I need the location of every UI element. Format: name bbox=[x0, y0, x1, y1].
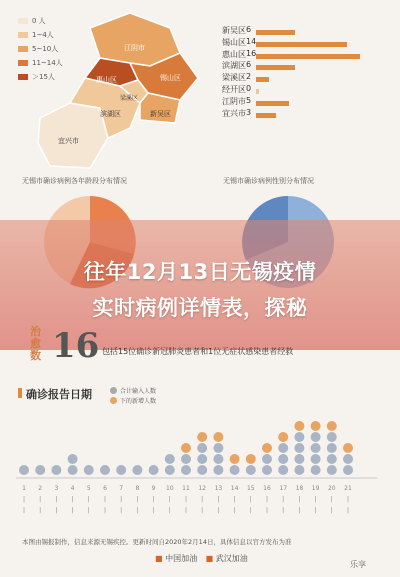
case-dot bbox=[149, 465, 159, 475]
legend-swatch bbox=[18, 32, 28, 38]
case-dot bbox=[181, 465, 191, 475]
daily-legend-item bbox=[110, 396, 156, 405]
legend-dot bbox=[110, 387, 117, 394]
wuxi-map bbox=[30, 8, 205, 170]
x-tick-mark: | bbox=[152, 496, 155, 503]
case-dot bbox=[278, 432, 288, 442]
x-tick-mark: | bbox=[217, 507, 220, 514]
district-label: 锡山区 bbox=[160, 74, 181, 82]
x-tick-mark: | bbox=[330, 496, 333, 503]
case-dot bbox=[68, 454, 78, 464]
x-tick-label: 11 bbox=[182, 485, 190, 492]
case-dot bbox=[84, 465, 94, 475]
district-label: 江阴市 bbox=[124, 44, 145, 52]
bar bbox=[256, 113, 276, 118]
case-dot bbox=[311, 454, 321, 464]
x-tick-mark: | bbox=[55, 507, 58, 514]
bar bbox=[256, 101, 289, 106]
bar-category-label: 新吴区 bbox=[222, 26, 246, 35]
x-tick-label: 18 bbox=[295, 485, 304, 492]
x-tick-mark: | bbox=[120, 507, 123, 514]
bar-value-label: 0 bbox=[246, 84, 252, 93]
x-tick-label: 3 bbox=[54, 485, 59, 492]
district-label: 滨湖区 bbox=[100, 110, 121, 118]
x-tick-label: 8 bbox=[135, 485, 140, 492]
x-tick-label: 10 bbox=[165, 485, 174, 492]
x-tick-mark: | bbox=[233, 507, 236, 514]
x-tick-mark: | bbox=[233, 496, 236, 503]
case-dot bbox=[262, 454, 272, 464]
case-dot bbox=[327, 421, 337, 431]
x-tick-mark: | bbox=[103, 507, 107, 514]
case-dot bbox=[343, 454, 353, 464]
bar-category-label: 江阴市 bbox=[222, 96, 246, 106]
region-yixing bbox=[38, 103, 108, 168]
case-dot bbox=[100, 465, 110, 475]
x-tick-mark: | bbox=[120, 496, 123, 503]
case-dot bbox=[327, 443, 337, 453]
legend-label: 5~10人 bbox=[32, 45, 59, 53]
bar-value-label: 6 bbox=[246, 25, 252, 34]
slogan-a: 中国加油 bbox=[165, 554, 198, 563]
x-tick-mark: | bbox=[346, 496, 350, 503]
case-dot bbox=[51, 465, 61, 475]
legend-swatch bbox=[18, 74, 28, 80]
case-dot bbox=[311, 465, 321, 475]
summary-text: 包括15位确诊新冠肺炎患者和1位无症状感染患者经救 bbox=[102, 347, 294, 356]
section-marker bbox=[18, 388, 22, 398]
bar-category-label: 宜兴市 bbox=[222, 108, 246, 118]
daily-legend-item bbox=[110, 386, 156, 395]
footer-slogan bbox=[155, 553, 248, 564]
bar-value-label: 2 bbox=[246, 72, 252, 82]
case-dot bbox=[213, 432, 223, 442]
x-tick-mark: | bbox=[136, 496, 139, 503]
x-tick-mark: | bbox=[103, 496, 107, 503]
case-dot bbox=[181, 443, 191, 453]
case-dot bbox=[327, 454, 337, 464]
bar-category-label: 滨湖区 bbox=[222, 61, 246, 71]
bar bbox=[256, 65, 295, 70]
bar-value-label: 5 bbox=[246, 95, 252, 105]
legend-swatch bbox=[18, 46, 28, 52]
bar-value-label: 6 bbox=[246, 60, 252, 70]
bar bbox=[256, 89, 259, 94]
x-tick-label: 19 bbox=[311, 485, 320, 492]
district-label: 新吴区 bbox=[150, 110, 171, 118]
legend-label: 11~14人 bbox=[32, 59, 63, 67]
case-dot bbox=[230, 465, 240, 475]
footer-source: 本图由锡报制作，信息来源无锡疾控。更新时间自2020年2月14日，具体信息以官方发布为准 bbox=[22, 538, 292, 546]
bar bbox=[256, 42, 347, 47]
case-dot bbox=[343, 465, 353, 475]
case-dot bbox=[294, 454, 304, 464]
bar-category-label: 锡山区 bbox=[222, 37, 246, 47]
district-label: 惠山区 bbox=[96, 76, 117, 84]
x-tick-mark: | bbox=[265, 507, 269, 514]
legend-swatch bbox=[18, 60, 28, 66]
x-tick-mark: | bbox=[201, 496, 204, 503]
case-dot bbox=[230, 454, 240, 464]
x-tick-mark: | bbox=[282, 496, 285, 503]
case-dot bbox=[278, 465, 288, 475]
case-dot bbox=[311, 443, 321, 453]
x-tick-label: 21 bbox=[344, 485, 352, 492]
case-dot bbox=[294, 465, 304, 475]
summary-label-char: 愈 bbox=[30, 337, 41, 350]
case-dot bbox=[213, 454, 223, 464]
bar-value-label: 16 bbox=[246, 48, 257, 58]
case-dot bbox=[262, 443, 272, 453]
x-tick-mark: | bbox=[71, 507, 74, 514]
legend-label: 1~4人 bbox=[32, 31, 54, 39]
x-tick-label: 1 bbox=[22, 485, 26, 492]
x-tick-mark: | bbox=[55, 496, 58, 503]
x-tick-mark: | bbox=[314, 496, 317, 503]
headline-line-1: 往年12月13日无锡疫情 bbox=[83, 260, 317, 284]
x-tick-mark: | bbox=[39, 496, 42, 503]
case-dot bbox=[197, 465, 207, 475]
x-tick-mark: | bbox=[265, 496, 269, 503]
watermark: 乐享 bbox=[350, 560, 366, 569]
summary-label-char: 治 bbox=[30, 325, 41, 338]
x-tick-mark: | bbox=[22, 507, 26, 514]
legend-label: 下的新增人数 bbox=[120, 398, 157, 405]
case-dot bbox=[294, 432, 304, 442]
case-dot bbox=[197, 454, 207, 464]
case-dot bbox=[165, 465, 175, 475]
x-tick-mark: | bbox=[249, 507, 252, 514]
x-tick-mark: | bbox=[87, 496, 90, 503]
x-tick-label: 15 bbox=[246, 485, 255, 492]
x-tick-mark: | bbox=[298, 496, 301, 503]
bar bbox=[256, 30, 295, 35]
x-tick-label: 6 bbox=[103, 485, 107, 492]
bar-category-label: 梁溪区 bbox=[222, 73, 246, 83]
case-dot bbox=[278, 454, 288, 464]
x-tick-mark: | bbox=[314, 507, 317, 514]
bar-category-label: 经开区 bbox=[222, 85, 246, 94]
case-dot bbox=[132, 465, 142, 475]
x-tick-mark: | bbox=[249, 496, 252, 503]
x-tick-mark: | bbox=[152, 507, 155, 514]
legend-label: 合计输入人数 bbox=[120, 388, 157, 395]
x-tick-mark: | bbox=[201, 507, 204, 514]
x-tick-mark: | bbox=[136, 507, 139, 514]
x-tick-mark: | bbox=[71, 496, 74, 503]
headline-line-2: 实时病例详情表，探秘 bbox=[92, 296, 308, 320]
x-tick-mark: | bbox=[39, 507, 42, 514]
x-tick-mark: | bbox=[22, 496, 26, 503]
x-tick-label: 4 bbox=[70, 485, 75, 492]
recovered-count: 16 bbox=[52, 326, 100, 366]
x-tick-mark: | bbox=[168, 507, 171, 514]
gender-chart-title: 无锡市确诊病例性别分布情况 bbox=[223, 177, 314, 185]
bar bbox=[256, 54, 360, 59]
district-label: 宜兴市 bbox=[58, 137, 79, 145]
case-dot bbox=[213, 443, 223, 453]
district-label: 梁溪区 bbox=[120, 95, 139, 102]
legend-swatch bbox=[18, 18, 28, 24]
daily-chart-title: 确诊报告日期 bbox=[26, 388, 92, 401]
bar-value-label: 14 bbox=[246, 36, 257, 46]
x-tick-label: 9 bbox=[151, 485, 156, 492]
x-tick-mark: | bbox=[282, 507, 285, 514]
case-dot bbox=[311, 421, 321, 431]
flag-icon: ■ bbox=[155, 554, 163, 563]
case-dot bbox=[35, 465, 45, 475]
case-dot bbox=[213, 465, 223, 475]
case-dot bbox=[181, 454, 191, 464]
x-tick-label: 12 bbox=[198, 485, 207, 492]
x-tick-label: 5 bbox=[86, 485, 91, 492]
case-dot bbox=[68, 465, 78, 475]
case-dot bbox=[197, 432, 207, 442]
case-dot bbox=[311, 432, 321, 442]
daily-cases-chart bbox=[14, 408, 386, 520]
x-tick-mark: | bbox=[346, 507, 350, 514]
x-tick-mark: | bbox=[298, 507, 301, 514]
age-chart-title: 无锡市确诊病例各年龄段分布情况 bbox=[22, 177, 127, 185]
legend-label: ＞15人 bbox=[32, 73, 55, 81]
summary-label-char: 数 bbox=[30, 349, 41, 362]
bar-category-label: 惠山区 bbox=[222, 49, 246, 59]
x-tick-label: 20 bbox=[327, 485, 336, 492]
summary-label bbox=[30, 326, 41, 362]
x-tick-mark: | bbox=[87, 507, 90, 514]
x-tick-mark: | bbox=[168, 496, 171, 503]
bar-value-label: 3 bbox=[246, 107, 252, 117]
case-dot bbox=[327, 432, 337, 442]
x-tick-mark: | bbox=[184, 507, 188, 514]
case-dot bbox=[294, 421, 304, 431]
case-dot bbox=[116, 465, 126, 475]
case-dot bbox=[19, 465, 29, 475]
x-tick-label: 13 bbox=[214, 485, 223, 492]
bar bbox=[256, 77, 269, 82]
case-dot bbox=[294, 443, 304, 453]
case-dot bbox=[246, 465, 256, 475]
x-tick-label: 17 bbox=[279, 485, 288, 492]
x-tick-mark: | bbox=[330, 507, 333, 514]
x-tick-label: 7 bbox=[119, 485, 124, 492]
case-dot bbox=[197, 443, 207, 453]
case-dot bbox=[343, 443, 353, 453]
slogan-b: 武汉加油 bbox=[215, 554, 248, 563]
x-tick-label: 16 bbox=[263, 485, 271, 492]
x-tick-mark: | bbox=[217, 496, 220, 503]
case-dot bbox=[165, 454, 175, 464]
x-tick-mark: | bbox=[184, 496, 188, 503]
flag-icon: ■ bbox=[205, 554, 214, 563]
case-dot bbox=[262, 465, 272, 475]
case-dot bbox=[246, 454, 256, 464]
case-dot bbox=[278, 443, 288, 453]
x-tick-label: 14 bbox=[230, 485, 239, 492]
legend-label: 0 人 bbox=[32, 17, 46, 25]
x-tick-label: 2 bbox=[38, 485, 43, 492]
case-dot bbox=[327, 465, 337, 475]
legend-dot bbox=[110, 397, 117, 404]
